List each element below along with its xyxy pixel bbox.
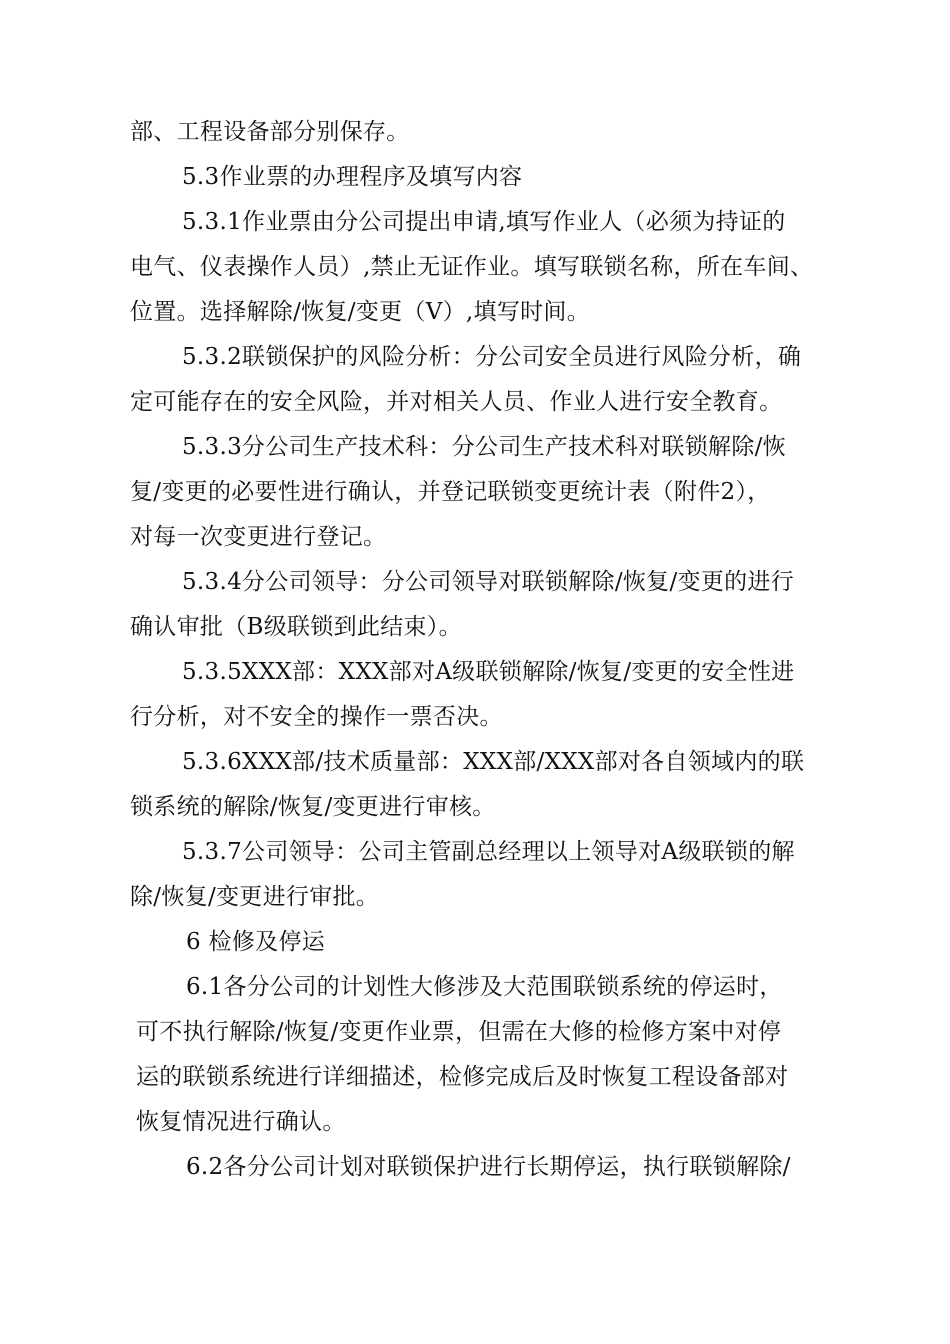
text-line: 6.2各分公司计划对联锁保护进行长期停运，执行联锁解除/	[186, 1154, 791, 1180]
section-heading: 5.3作业票的办理程序及填写内容	[182, 164, 523, 190]
text-line: 定可能存在的安全风险，并对相关人员、作业人进行安全教育。	[130, 389, 783, 415]
text-line: 运的联锁系统进行详细描述，检修完成后及时恢复工程设备部对	[136, 1064, 789, 1090]
text-line: 位置。选择解除/恢复/变更（V）,填写时间。	[130, 299, 591, 325]
text-line: 5.3.5XXX部：XXX部对A级联锁解除/恢复/变更的安全性进	[182, 659, 795, 685]
text-line: 复/变更的必要性进行确认，并登记联锁变更统计表（附件2），	[130, 479, 771, 505]
text-line: 恢复情况进行确认。	[136, 1109, 346, 1135]
text-line: 可不执行解除/恢复/变更作业票，但需在大修的检修方案中对停	[136, 1019, 782, 1045]
text-line: 5.3.4分公司领导：分公司领导对联锁解除/恢复/变更的进行	[182, 569, 795, 595]
text-line: 5.3.1作业票由分公司提出申请,填写作业人（必须为持证的	[182, 209, 786, 235]
text-line: 6.1各分公司的计划性大修涉及大范围联锁系统的停运时，	[186, 974, 783, 1000]
text-line: 锁系统的解除/恢复/变更进行审核。	[130, 794, 496, 820]
text-line: 5.3.2联锁保护的风险分析：分公司安全员进行风险分析，确	[182, 344, 802, 370]
text-line: 除/恢复/变更进行审批。	[130, 884, 380, 910]
text-line: 5.3.3分公司生产技术科：分公司生产技术科对联锁解除/恢	[182, 434, 786, 460]
text-line: 对每一次变更进行登记。	[130, 524, 387, 550]
text-line: 5.3.7公司领导：公司主管副总经理以上领导对A级联锁的解	[182, 839, 795, 865]
text-line: 5.3.6XXX部/技术质量部：XXX部/XXX部对各自领域内的联	[182, 749, 805, 775]
text-line: 电气、仪表操作人员）,禁止无证作业。填写联锁名称，所在车间、	[130, 254, 814, 280]
text-line: 部、工程设备部分别保存。	[130, 119, 410, 145]
text-line: 确认审批（B级联锁到此结束）。	[130, 614, 462, 640]
section-heading: 6 检修及停运	[186, 929, 326, 955]
text-line: 行分析，对不安全的操作一票否决。	[130, 704, 503, 730]
